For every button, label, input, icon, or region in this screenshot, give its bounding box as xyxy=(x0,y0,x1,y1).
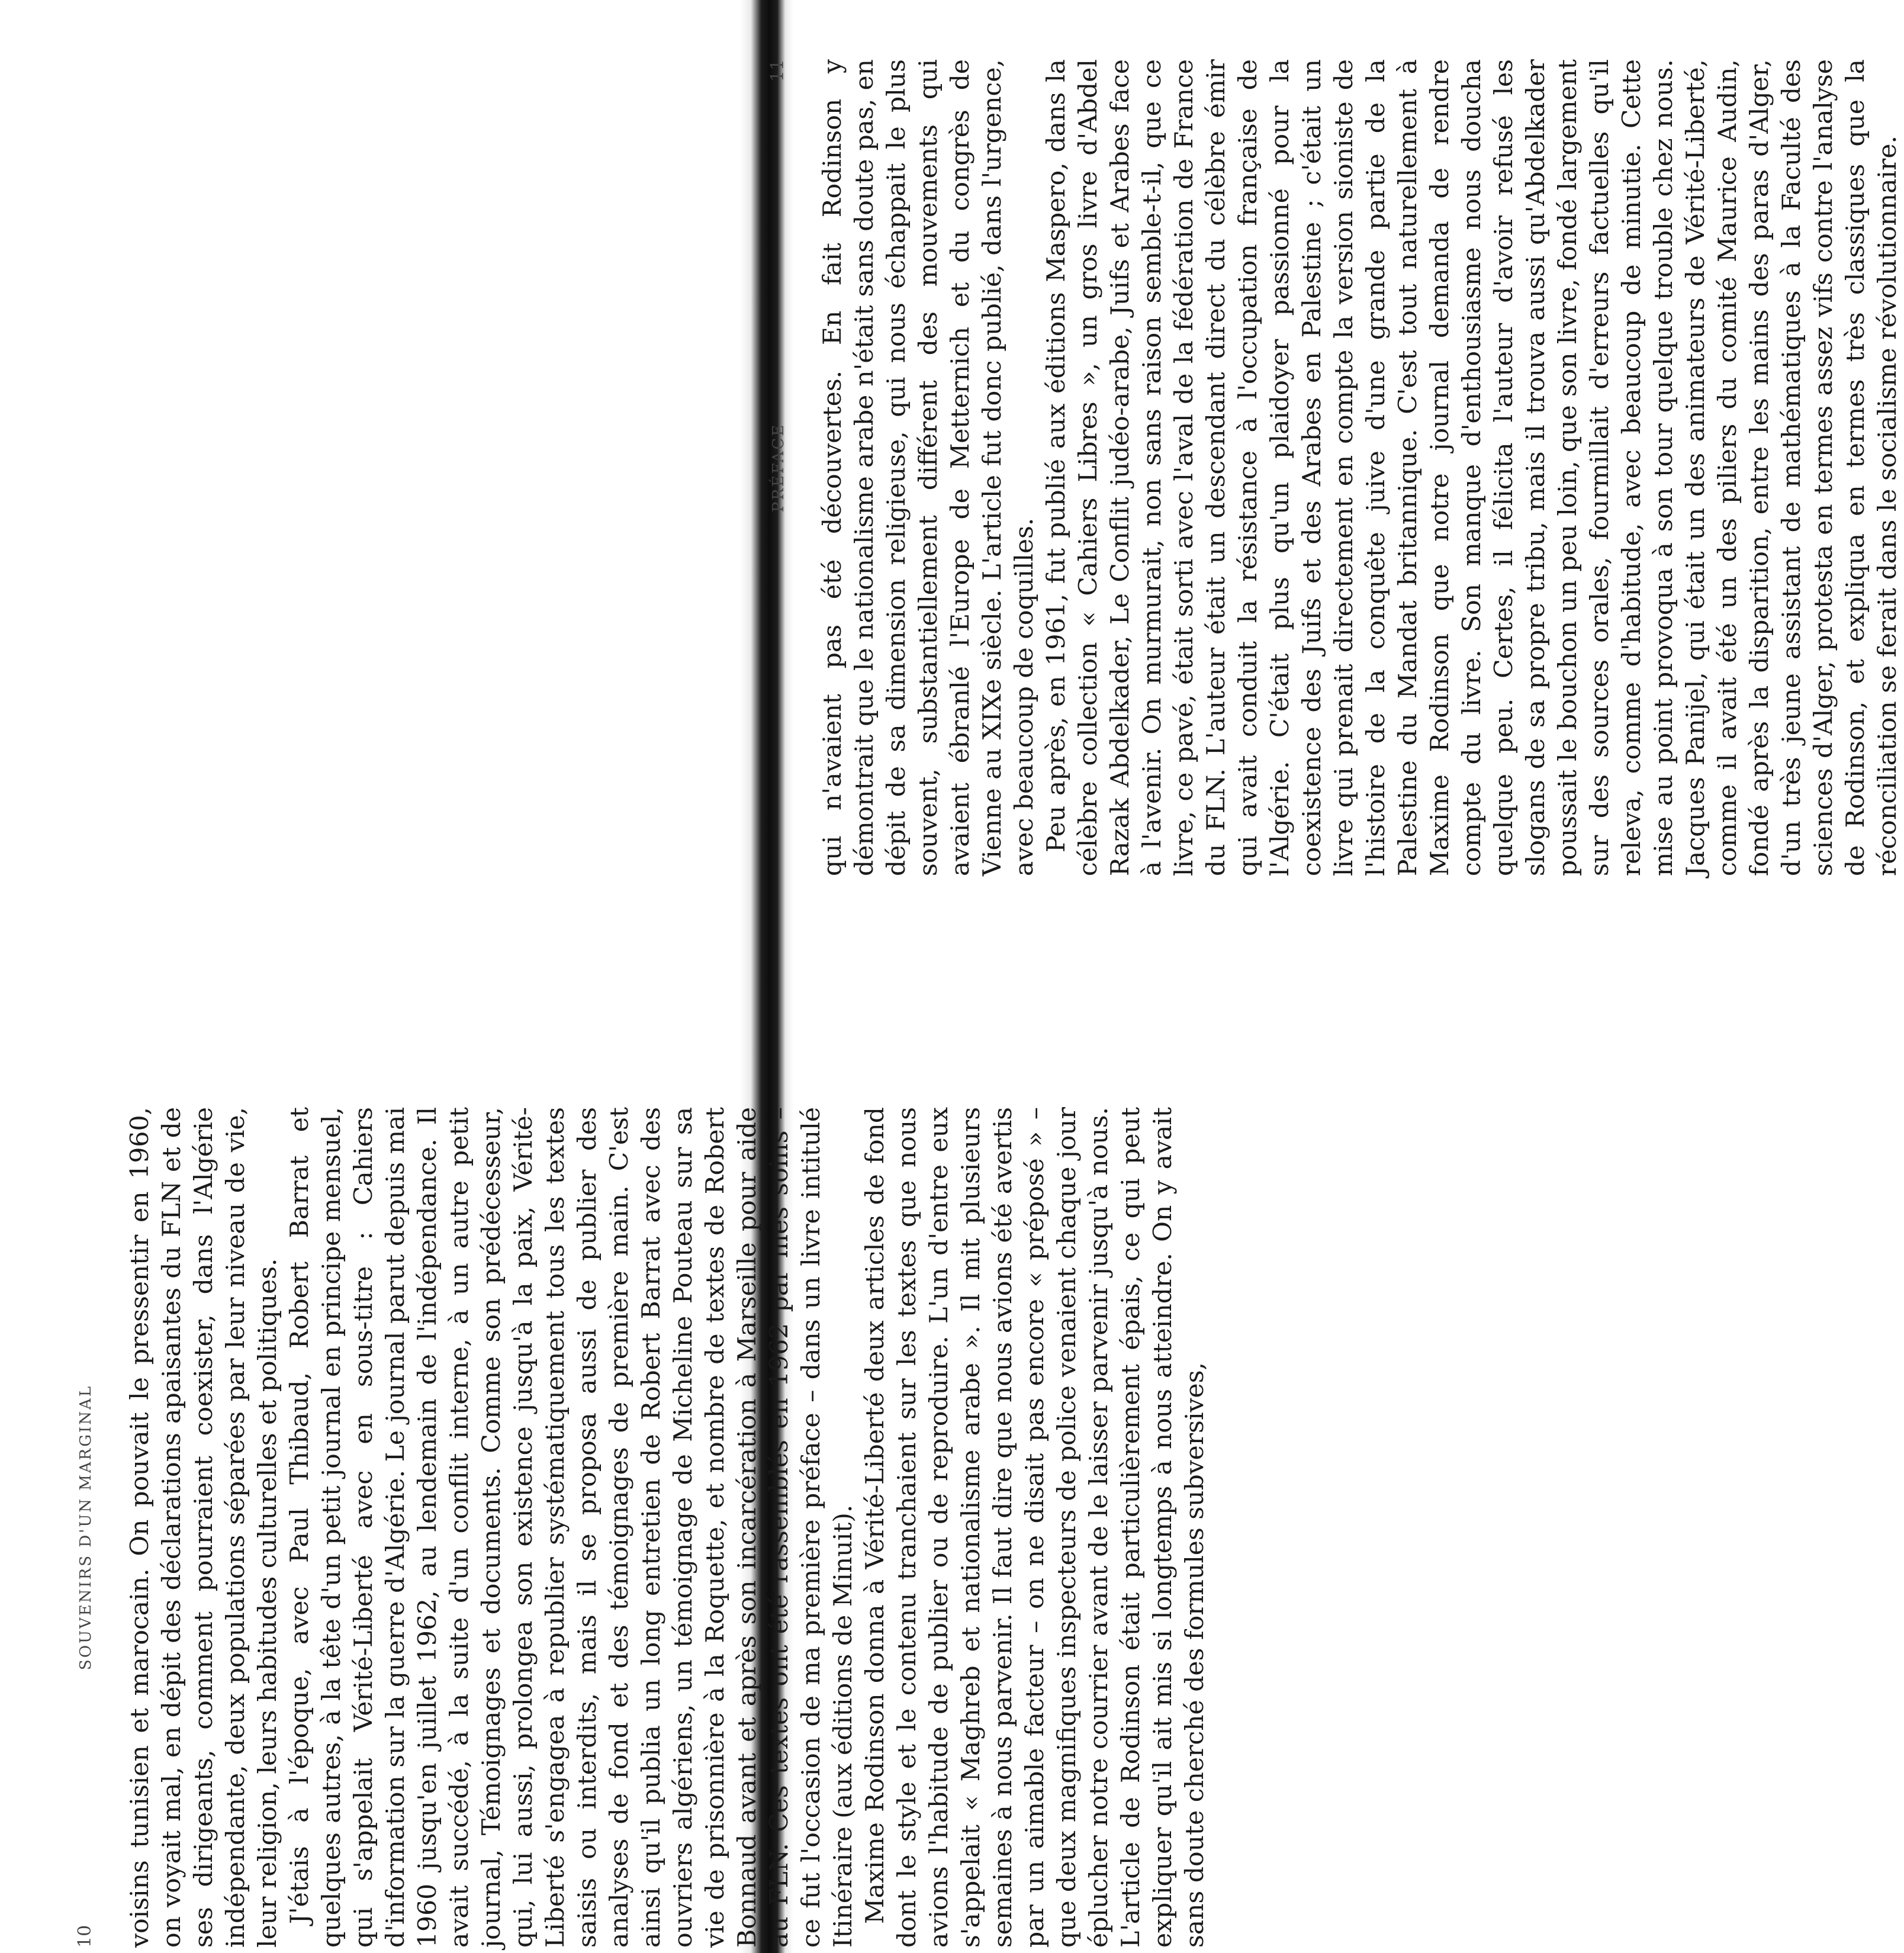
left-body-text xyxy=(124,1107,1211,1948)
right-running-title: PRÉFACE xyxy=(770,423,787,513)
left-page xyxy=(71,1107,1210,1948)
left-running-head xyxy=(71,1107,107,1948)
right-body-text xyxy=(817,59,1904,876)
left-paragraph: Maxime Rodinson donna à Vérité-Liberté deux articles de fond dont le style et le contenu tranchaient sur les textes que nous avions l'habitude de publier ou de reproduire. L'un d'entre eux s'appelait « Maghreb et nationalisme arabe ». Il mit plusieurs semaines à nous parvenir. Il faut dire que nous avions été avertis par un aimable facteur – on ne disait pas encore « préposé » – que deux magnifiques inspecteurs de police venaient chaque jour éplucher notre courrier avant de le laisser parvenir jusqu'à nous. L'article de Rodinson était particulièrement épais, ce qui peut expliquer qu'il ait mis si longtemps à nous atteindre. On y avait sans doute cherché des formules subversives, xyxy=(861,1107,1210,1948)
left-folio: 10 xyxy=(75,1925,95,1948)
left-paragraph: J'étais à l'époque, avec Paul Thibaud, Robert Barrat et quelques autres, à la tête d'un petit journal en principe mensuel, qui s'appelait Vérité-Liberté avec en sous-titre : Cahiers d'information sur la guerre d'Algérie. Le journal parut depuis mai 1960 jusqu'en juillet 1962, au lendemain de l'indépendance. Il avait succédé, à la suite d'un conflit interne, à un autre petit journal, Témoignages et documents. Comme son prédécesseur, qui, lui aussi, prolongea son existence jusqu'à la paix, Vérité-Liberté s'engagea à republier systématiquement tous les textes saisis ou interdits, mais il se proposa aussi de publier des analyses de fond et des témoignages de première main. C'est ainsi qu'il publia un long entretien de Robert Barrat avec des ouvriers algériens, un témoignage de Micheline Pouteau sur sa vie de prisonnière à la Roquette, et nombre de textes de Robert Bonnaud avant et après son incarcération à Marseille pour aide au FLN. Ces textes ont été rassemblés en 1962 par mes soins – ce fut l'occasion de ma première préface – dans un livre intitulé Itinéraire (aux éditions de Minuit). xyxy=(285,1107,858,1948)
left-paragraph: voisins tunisien et marocain. On pouvait le pressentir en 1960, on voyait mal, en dépit des déclarations apaisantes du FLN et de ses dirigeants, comment pourraient coexister, dans l'Algérie indépendante, deux populations séparées par leur niveau de vie, leur religion, leurs habitudes culturelles et politiques. xyxy=(126,1107,282,1948)
right-running-head xyxy=(764,59,799,876)
right-paragraph: Peu après, en 1961, fut publié aux éditions Maspero, dans la célèbre collection « Cahiers Libres », un gros livre d'Abdel Razak Abdelkader, Le Conflit judéo-arabe, Juifs et Arabes face à l'avenir. On murmurait, non sans raison semble-t-il, que ce livre, ce pavé, était sorti avec l'aval de la fédération de France du FLN. L'auteur était un descendant direct du célèbre émir qui avait conduit la résistance à l'occupation française de l'Algérie. C'était plus qu'un plaidoyer passionné pour la coexistence des Juifs et des Arabes en Palestine ; c'était un livre qui prenait directement en compte la version sioniste de l'histoire de la conquête juive d'une grande partie de la Palestine du Mandat britannique. C'est tout naturellement à Maxime Rodinson que notre journal demanda de rendre compte du livre. Son manque d'enthousiasme nous doucha quelque peu. Certes, il félicita l'auteur d'avoir refusé les slogans de sa propre tribu, mais il trouva aussi qu'Abdelkader poussait le bouchon un peu loin, que son livre, fondé largement sur des sources orales, fourmillait d'erreurs factuelles qu'il releva, comme d'habitude, avec beaucoup de minutie. Cette mise au point provoqua à son tour quelque trouble chez nous. Jacques Panijel, qui était un des animateurs de Vérité-Liberté, comme il avait été un des piliers du comité Maurice Audin, fondé après la disparition, entre les mains des paras d'Alger, d'un très jeune assistant de mathématiques à la Faculté des sciences d'Alger, protesta en termes assez vifs contre l'analyse de Rodinson, et expliqua en termes très classiques que la réconciliation se ferait dans le socialisme révolutionnaire. xyxy=(1042,59,1902,876)
right-paragraph: qui n'avaient pas été découvertes. En fait Rodinson y démontrait que le nationalisme arabe n'était sans doute pas, en dépit de sa dimension religieuse, qui nous échappait le plus souvent, substantiellement différent des mouvements qui avaient ébranlé l'Europe de Metternich et du congrès de Vienne au XIXe siècle. L'article fut donc publié, dans l'urgence, avec beaucoup de coquilles. xyxy=(818,59,1039,876)
right-folio: 11 xyxy=(767,59,788,82)
left-running-title: SOUVENIRS D'UN MARGINAL xyxy=(77,1384,95,1671)
right-page xyxy=(764,59,1902,876)
